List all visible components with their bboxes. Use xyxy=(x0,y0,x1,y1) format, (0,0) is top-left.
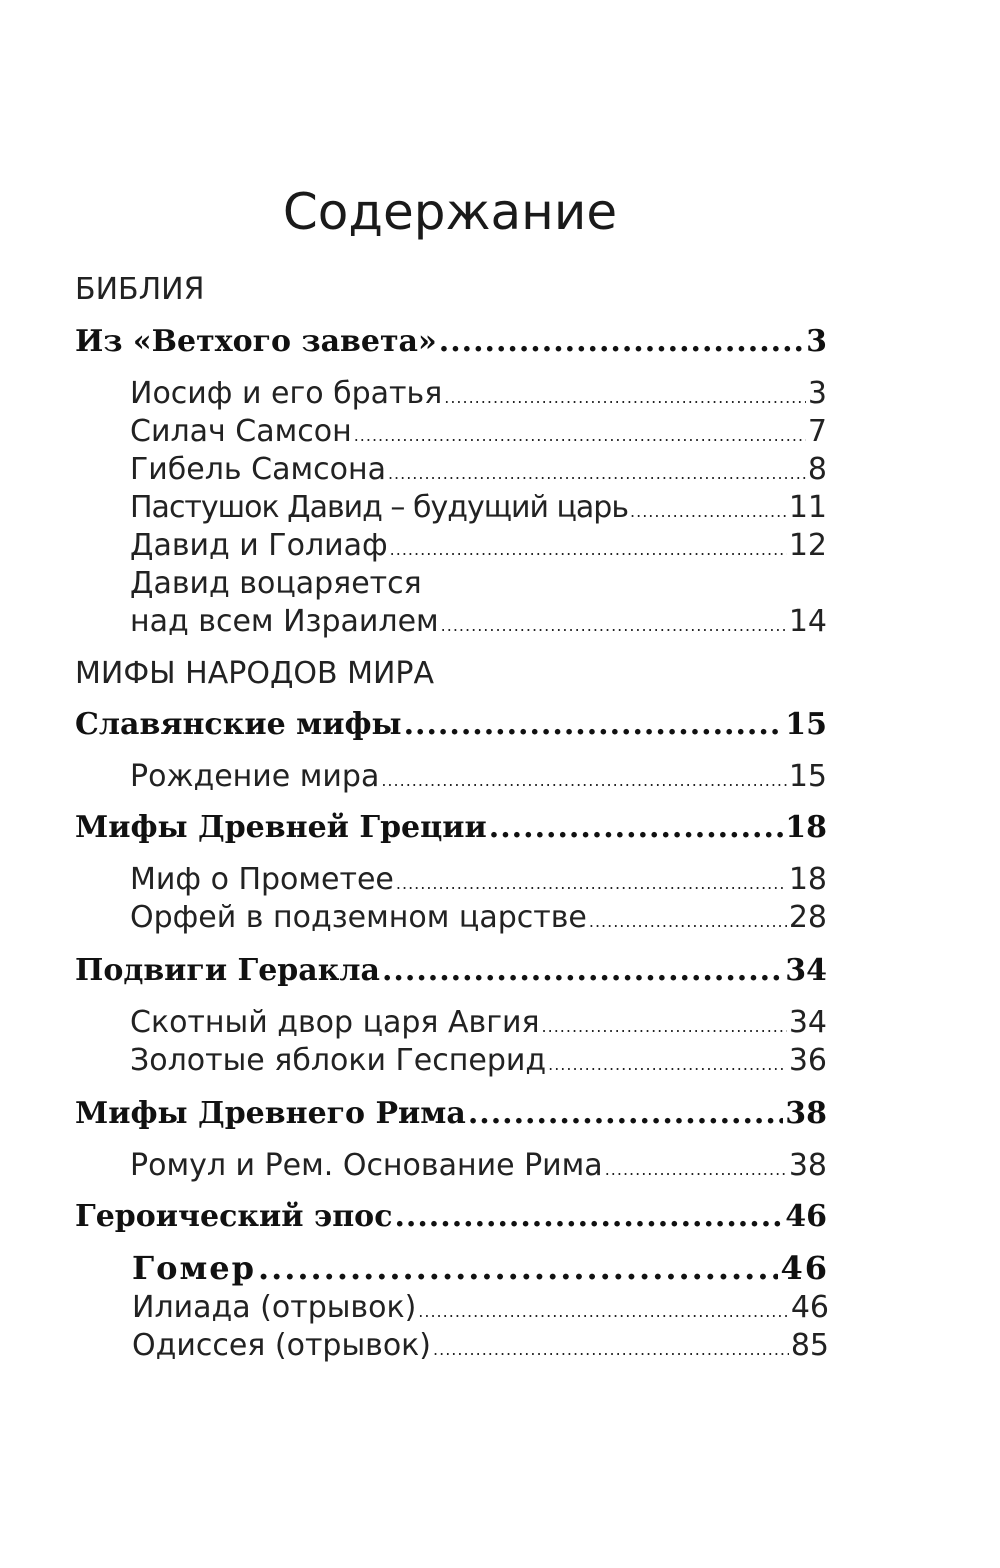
dot-leader xyxy=(258,1248,779,1288)
toc-page-number: 14 xyxy=(788,604,827,639)
toc-page-number: 34 xyxy=(788,1005,827,1040)
toc-entry-david-goliath[interactable] xyxy=(130,526,827,566)
toc-entry-label: Илиада (отрывок) xyxy=(132,1290,417,1325)
toc-entry-label: Из «Ветхого завета» xyxy=(75,324,437,359)
toc-entry-label: Золотые яблоки Гесперид xyxy=(130,1043,547,1078)
toc-entry-heroic-epic[interactable] xyxy=(75,1197,827,1237)
toc-entry-label: Мифы Древнего Рима xyxy=(75,1096,466,1131)
toc-page-number: 36 xyxy=(788,1043,827,1078)
toc-entry-david-reigns-line1: Давид воцаряется xyxy=(130,566,422,601)
toc-entry-label: Иосиф и его братья xyxy=(130,376,443,411)
dot-leader xyxy=(489,808,783,848)
toc-entry-prometheus[interactable] xyxy=(130,860,827,900)
dot-leader xyxy=(441,606,787,646)
toc-entry-greek-myths[interactable] xyxy=(75,808,827,848)
dot-leader xyxy=(433,1330,789,1370)
toc-entry-label: Миф о Прометее xyxy=(130,862,394,897)
toc-page-number: 15 xyxy=(785,707,827,742)
toc-page-number: 18 xyxy=(788,862,827,897)
toc-entry-old-testament[interactable] xyxy=(75,322,827,362)
toc-entry-odyssey[interactable] xyxy=(132,1326,829,1366)
toc-page-number: 3 xyxy=(806,324,827,359)
toc-page-number: 46 xyxy=(780,1249,829,1287)
toc-entry-label: Рождение мира xyxy=(130,759,380,794)
dot-leader xyxy=(439,322,804,362)
toc-page-number: 28 xyxy=(788,900,827,935)
toc-entry-roman-myths[interactable] xyxy=(75,1094,827,1134)
toc-entry-joseph[interactable] xyxy=(130,374,827,414)
dot-leader xyxy=(394,1197,783,1237)
toc-page-number: 46 xyxy=(790,1290,829,1325)
toc-entry-romulus[interactable] xyxy=(130,1146,827,1186)
dot-leader xyxy=(390,530,787,570)
toc-page-number: 11 xyxy=(788,490,827,525)
toc-page-number: 7 xyxy=(807,414,827,449)
toc-entry-label: Славянские мифы xyxy=(75,707,402,742)
toc-entry-label: Одиссея (отрывок) xyxy=(132,1328,432,1363)
toc-entry-samson-strong[interactable] xyxy=(130,412,827,452)
toc-entry-label: Пастушок Давид – будущий царь xyxy=(130,490,629,525)
toc-entry-heracles[interactable] xyxy=(75,951,827,991)
toc-entry-label: Гибель Самсона xyxy=(130,452,386,487)
section-heading-bible: БИБЛИЯ xyxy=(75,272,205,307)
toc-entry-label: Ромул и Рем. Основание Рима xyxy=(130,1148,603,1183)
dot-leader xyxy=(548,1045,787,1085)
toc-page-number: 18 xyxy=(785,810,827,845)
dot-leader xyxy=(404,705,784,745)
toc-entry-label: Подвиги Геракла xyxy=(75,953,380,988)
toc-entry-homer[interactable] xyxy=(132,1248,829,1288)
toc-page-number: 38 xyxy=(788,1148,827,1183)
toc-entry-david-shepherd[interactable] xyxy=(130,488,827,528)
toc-page-number: 46 xyxy=(785,1199,827,1234)
toc-entry-label: Орфей в подземном царстве xyxy=(130,900,587,935)
dot-leader xyxy=(468,1094,783,1134)
dot-leader xyxy=(589,902,787,942)
toc-entry-orpheus[interactable] xyxy=(130,898,827,938)
toc-page-number: 85 xyxy=(790,1328,829,1363)
toc-page-number: 38 xyxy=(785,1096,827,1131)
toc-entry-world-birth[interactable] xyxy=(130,757,827,797)
toc-entry-hesperides[interactable] xyxy=(130,1041,827,1081)
dot-leader xyxy=(382,951,783,991)
dot-leader xyxy=(381,761,786,801)
toc-entry-label: Героический эпос xyxy=(75,1199,393,1234)
toc-entry-label: над всем Израилем xyxy=(130,604,439,639)
section-heading-myths: МИФЫ НАРОДОВ МИРА xyxy=(75,656,435,691)
toc-page-number: 8 xyxy=(807,452,827,487)
toc-page-number: 34 xyxy=(785,953,827,988)
toc-page-number: 3 xyxy=(807,376,827,411)
toc-entry-iliad[interactable] xyxy=(132,1288,829,1328)
toc-entry-slavic-myths[interactable] xyxy=(75,705,827,745)
toc-entry-augeas[interactable] xyxy=(130,1003,827,1043)
toc-entry-label: Силач Самсон xyxy=(130,414,352,449)
toc-entry-david-reigns[interactable] xyxy=(130,602,827,642)
toc-entry-label: Давид и Голиаф xyxy=(130,528,388,563)
page-title: Содержание xyxy=(282,183,618,241)
dot-leader xyxy=(605,1150,787,1190)
toc-entry-samson-death[interactable] xyxy=(130,450,827,490)
toc-entry-label: Гомер xyxy=(132,1249,256,1287)
toc-entry-label: Скотный двор царя Авгия xyxy=(130,1005,540,1040)
toc-page-number: 12 xyxy=(788,528,827,563)
toc-page-number: 15 xyxy=(788,759,827,794)
toc-entry-label: Мифы Древней Греции xyxy=(75,810,487,845)
